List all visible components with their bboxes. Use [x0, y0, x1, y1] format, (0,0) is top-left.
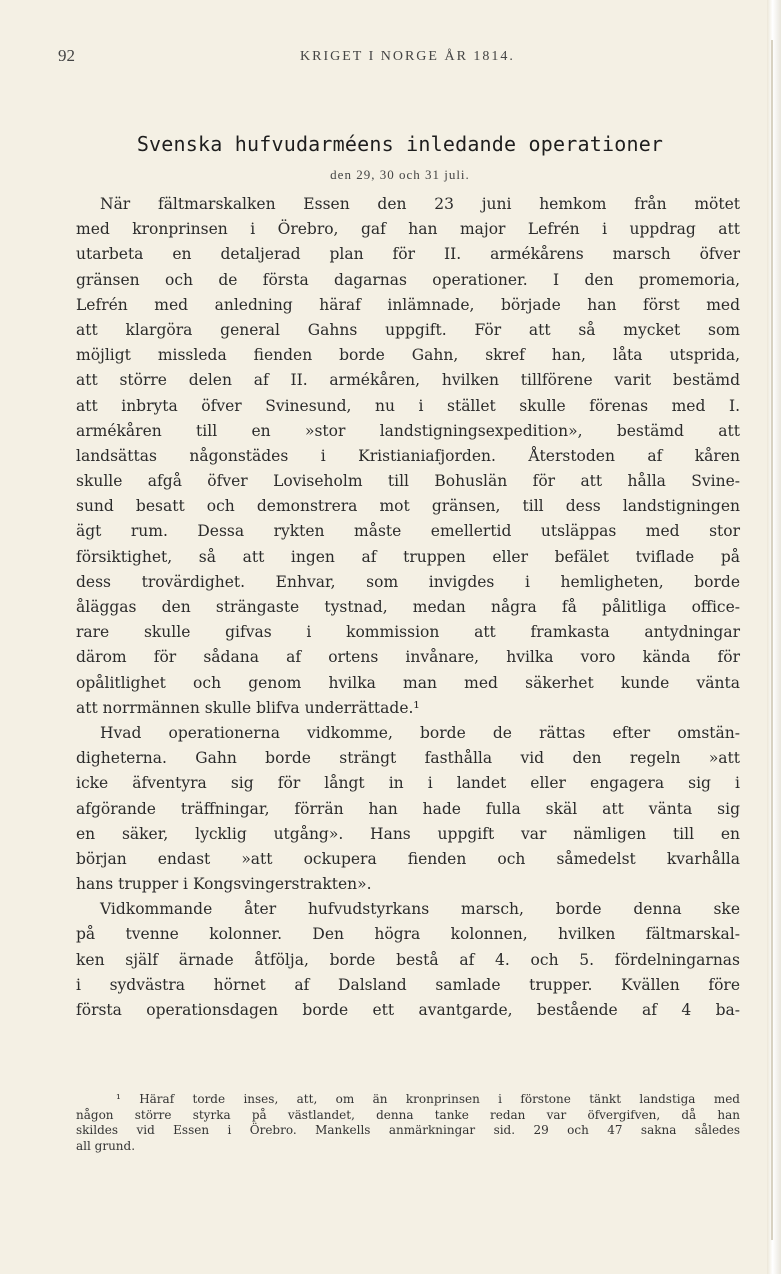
- paragraph-line: försiktighet, så att ingen af truppen eller befälet tviflade på: [76, 547, 740, 566]
- paragraph-line: opålitlighet och genom hvilka man med säkerhet kunde vänta: [76, 673, 740, 692]
- paragraph-line: landsättas någonstädes i Kristianiafjorden. Återstoden af kåren: [76, 446, 740, 465]
- paragraph-line: hans trupper i Kongsvingerstrakten».: [76, 875, 372, 894]
- running-head: [58, 46, 718, 68]
- section-date: den 29, 30 och 31 juli.: [330, 167, 470, 182]
- paragraph-line: icke äfventyra sig för långt in i landet eller engagera sig i: [76, 774, 740, 793]
- paragraph-line: att inbryta öfver Svinesund, nu i stället skulle förenas med I.: [76, 396, 740, 415]
- paragraph-line: början endast »att ockupera fienden och såmedelst kvarhålla: [76, 849, 740, 868]
- page-edge-line: [771, 40, 773, 1240]
- paragraph-line: När fältmarskalken Essen den 23 juni hemkom från mötet: [100, 195, 740, 213]
- paragraph-line: en säker, lycklig utgång». Hans uppgift var nämligen till en: [76, 824, 740, 843]
- paragraph-line: Vidkommande åter hufvudstyrkans marsch, borde denna ske: [100, 900, 740, 919]
- footnote-line: skildes vid Essen i Örebro. Mankells anmärkningar sid. 29 och 47 sakna således: [76, 1123, 740, 1137]
- paragraph-line: dess trovärdighet. Enhvar, som invigdes i hemligheten, borde: [76, 572, 740, 591]
- page-edge: [767, 0, 781, 1274]
- paragraph-line: utarbeta en detaljerad plan för II. armékårens marsch öfver: [76, 245, 740, 264]
- paragraph-line: afgörande träffningar, förrän han hade fulla skäl att vänta sig: [76, 799, 740, 818]
- paragraph-line: ägt rum. Dessa rykten måste emellertid utsläppas med stor: [76, 522, 740, 541]
- paragraph-line: gränsen och de första dagarnas operationer. I den promemoria,: [76, 270, 740, 289]
- paragraph-line: möjligt missleda fienden borde Gahn, skref han, låta utsprida,: [76, 346, 740, 365]
- paragraph-line: på tvenne kolonner. Den högra kolonnen, hvilken fältmarskal-: [76, 925, 740, 944]
- paragraph-line: i sydvästra hörnet af Dalsland samlade trupper. Kvällen före: [76, 975, 740, 994]
- footnotes: [76, 1092, 740, 1154]
- section-title: Svenska hufvudarméens inledande operationer: [136, 132, 664, 156]
- paragraph-line: sund besatt och demonstrera mot gränsen, till dess landstigningen: [76, 497, 740, 516]
- paragraph-line: armékåren till en »stor landstigningsexpedition», bestämd att: [76, 421, 740, 440]
- paragraph-line: Lefrén med anledning häraf inlämnade, började han först med: [76, 295, 740, 314]
- paragraph-line: digheterna. Gahn borde strängt fasthålla vid den regeln »att: [76, 749, 740, 768]
- paragraph-line: att klargöra general Gahns uppgift. För att så mycket som: [76, 320, 740, 339]
- paragraph-line: att större delen af II. armékåren, hvilken tillförene varit bestämd: [76, 371, 740, 390]
- paragraph-line: Hvad operationerna vidkomme, borde de rättas efter omstän-: [100, 723, 740, 742]
- running-title: KRIGET I NORGE ÅR 1814.: [300, 49, 515, 64]
- paragraph-line: åläggas den strängaste tystnad, medan några få pålitliga office-: [76, 598, 740, 616]
- paragraph-line: första operationsdagen borde ett avantgarde, bestående af 4 ba-: [76, 1001, 740, 1019]
- footnote-line: all grund.: [76, 1138, 136, 1153]
- footnote-line: någon större styrka på västlandet, denna tanke redan var öfvergifven, då han: [76, 1107, 740, 1122]
- paragraph-line: rare skulle gifvas i kommission att framkasta antydningar: [76, 623, 740, 642]
- footnote-line: ¹ Häraf torde inses, att, om än kronprinsen i förstone tänkt landstiga med: [116, 1092, 740, 1106]
- paragraph-line: ken själf ärnade åtfölja, borde bestå af 4. och 5. fördelningarnas: [76, 950, 740, 969]
- body-text: [76, 192, 740, 1023]
- page-number: 92: [58, 46, 75, 65]
- paragraph-line: att norrmännen skulle blifva underrättade.¹: [76, 698, 420, 717]
- paragraph-line: därom för sådana af ortens invånare, hvilka voro kända för: [76, 648, 740, 667]
- paragraph-line: skulle afgå öfver Loviseholm till Bohuslän för att hålla Svine-: [76, 472, 740, 491]
- paragraph-line: med kronprinsen i Örebro, gaf han major Lefrén i uppdrag att: [76, 220, 740, 239]
